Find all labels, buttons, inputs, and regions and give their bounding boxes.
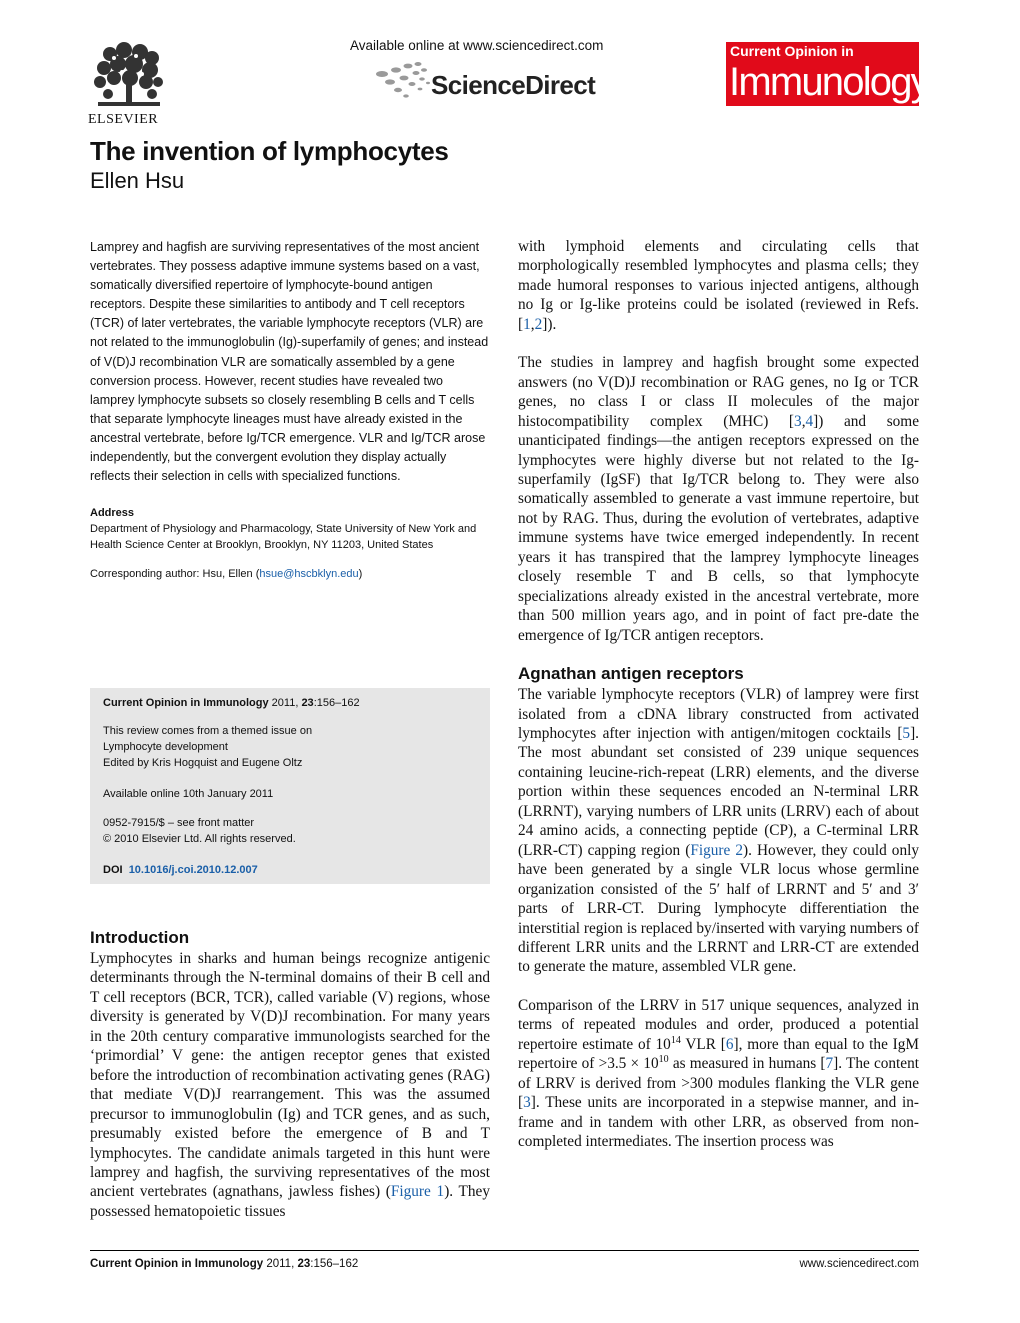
info-citation: Current Opinion in Immunology 2011, 23:156–162	[103, 697, 360, 709]
ref-5-link[interactable]: 5	[902, 724, 911, 742]
page-header	[0, 0, 1020, 135]
author-email-link[interactable]: hsue@hscbklyn.edu	[259, 567, 359, 580]
footer-citation: Current Opinion in Immunology 2011, 23:156–162	[90, 1258, 359, 1270]
footer-site-link[interactable]: www.sciencedirect.com	[799, 1258, 919, 1270]
ref-3-link[interactable]: 3	[794, 412, 802, 430]
available-online-text: Available online at www.sciencedirect.com	[350, 38, 604, 53]
left-column	[90, 238, 490, 582]
info-theme-line-3: Edited by Kris Hogquist and Eugene Oltz	[103, 757, 303, 769]
figure-2-link[interactable]: Figure 2	[690, 841, 744, 859]
info-issn: 0952-7915/$ – see front matter	[103, 817, 255, 829]
introduction-heading: Introduction	[90, 928, 190, 947]
right-column	[518, 237, 919, 1151]
journal-banner	[726, 42, 929, 106]
ref-4-link[interactable]: 4	[805, 412, 814, 430]
article-author: Ellen Hsu	[90, 168, 185, 193]
ref-7-link[interactable]: 7	[825, 1055, 834, 1073]
elsevier-wordmark: ELSEVIER	[88, 112, 159, 127]
abstract: Lamprey and hagfish are surviving representatives of the most ancient vertebrates. They possess adaptive immune systems based on a vast, somatically diversified repertoire of lymphocyte-bound antigen receptors. Despite these similarities to antibody and T cell receptors (TCR) of later vertebrates, the variable lymphocyte receptors (VLR) are not related to the immunoglobulin (Ig)-superfamily of genes; and instead of V(D)J recombination VLR are somatically assembled by a gene conversion process. However, recent studies have revealed two lamprey lymphocyte subsets so closely resembling B cells and T cells that separate lymphocyte lineages must have already existed in the ancestral vertebrate, before Ig/TCR emergence. VLR and Ig/TCR arose independently, but the convergent evolution they display actually reflects their selection in cells with specialized functions.	[90, 240, 489, 484]
ref-1-link[interactable]: 1	[523, 315, 531, 333]
page-footer	[90, 1250, 919, 1273]
ref-3b-link[interactable]: 3	[523, 1094, 531, 1112]
introduction-paragraph: Lymphocytes in sharks and human beings recognize antigenic determinants through the N-terminal domains of their B cell and T cell receptors (BCR, TCR), called variable (V) regions, whose diversity is generated by V(D)J recombination. For many years in the 20th century comparative immunologists searched for the ‘primordial’ V gene: the antigen receptor genes that existed before the introduction of recombination activating genes (RAG) that mediate V(D)J rearrangement. This was the assumed precursor to immunoglobulin (Ig) and TCR genes, and as such, presumably existed before the emergence of B and T lymphocytes. The candidate animals targeted in this hunt were lamprey and hagfish, the surviving representatives of the most ancient vertebrates (agnathans, jawless fishes) (Figure 1). They possessed hematopoietic tissues	[90, 950, 490, 1220]
introduction-section	[90, 928, 490, 1221]
address-heading: Address	[90, 507, 135, 520]
address-text: Department of Physiology and Pharmacology, State University of New York and Health Science Center at Brooklyn, Brooklyn, NY 11203, United States	[90, 523, 477, 551]
article-info-box	[90, 688, 490, 884]
journal-name: Immunology	[729, 60, 929, 104]
info-theme-line-2: Lymphocyte development	[103, 741, 228, 753]
info-theme-line-1: This review comes from a themed issue on	[103, 725, 313, 737]
paragraph-studies: The studies in lamprey and hagfish brought some expected answers (no V(D)J recombination or RAG genes, no Ig or TCR genes, no class I or class II molecules of the major histocompatibility complex (MHC) [3,4]) and some unanticipated findings—the antigen receptors expressed on the lymphocytes were highly diverse but not related to the Ig-superfamily (IgSF) that Ig/TCR belong to. They were also somatically assembled to generate a vast immune repertoire, but not by RAG. Thus, during the evolution of vertebrates, adaptive immune systems have twice emerged independently. In recent years it has transpired that the lamprey lymphocyte lineages closely resemble T and B cells, so that lymphocyte specializations already existed in the ancestral vertebrate, more than 500 million years ago, and in point of fact pre-date the emergence of Ig/TCR antigen receptors.	[518, 354, 919, 644]
info-copyright: © 2010 Elsevier Ltd. All rights reserved.	[103, 833, 296, 845]
figure-1-link[interactable]: Figure 1	[390, 1183, 445, 1201]
paragraph-lymphoid: with lymphoid elements and circulating cells that morphologically resembled lymphocytes and plasma cells; they made humoral responses to various injected antigens, although no Ig or Ig-like proteins could be isolated (reviewed in Refs. [1,2]).	[518, 238, 919, 333]
ref-2-link[interactable]: 2	[534, 315, 543, 333]
agnathan-heading: Agnathan antigen receptors	[518, 664, 744, 684]
sciencedirect-wordmark: ScienceDirect	[431, 70, 596, 100]
paragraph-lrrv: Comparison of the LRRV in 517 unique sequences, analyzed in terms of repeated modules and order, produced a potential repertoire estimate of $10^{14}$ VLR [6], more than equal to the IgM repertoire of $>3.5 \times 10^{10}$ as measured in humans [7]. The content of LRRV is derived from >300 modules flanking the VLR gene [3]. These units are incorporated in a stepwise manner, and in-frame and in tandem with other LRR, as observed from non-completed intermediates. The insertion process was	[518, 996, 919, 1151]
article-title: The invention of lymphocytes	[90, 136, 449, 166]
info-doi: DOI 10.1016/j.coi.2010.12.007	[103, 864, 258, 876]
paragraph-vlr: The variable lymphocyte receptors (VLR) of lamprey were first isolated from a cDNA library constructed from activated lymphocytes after injection with antigen/mitogen cocktails [5]. The most abundant set consisted of 239 unique sequences containing leucine-rich-repeat (LRR) elements, and the diverse portion within these sequences encoded an N-terminal LRR (LRRNT), varying numbers of LRR units (LRRV) each of about 24 amino acids, a connecting peptide (CP), a C-terminal LRR (LRR-CT) capping region (Figure 2). However, they could only have been generated by a single VLR locus whose germline organization consisted of the 5′ half of LRRNT and 5′ and 3′ parts of LRR-CT. During lymphocyte differentiation the interstitial region is replaced by/inserted with varying numbers of different LRR units and the LRRNT and LRR-CT are extended to generate the mature, assembled VLR gene.	[518, 686, 920, 976]
info-available-date: Available online 10th January 2011	[103, 788, 274, 800]
journal-series-label: Current Opinion in	[730, 43, 854, 59]
ref-6-link[interactable]: 6	[725, 1035, 734, 1053]
corresponding-author: Corresponding author: Hsu, Ellen (hsue@hscbklyn.edu)	[90, 567, 363, 580]
doi-link[interactable]: 10.1016/j.coi.2010.12.007	[128, 864, 258, 876]
